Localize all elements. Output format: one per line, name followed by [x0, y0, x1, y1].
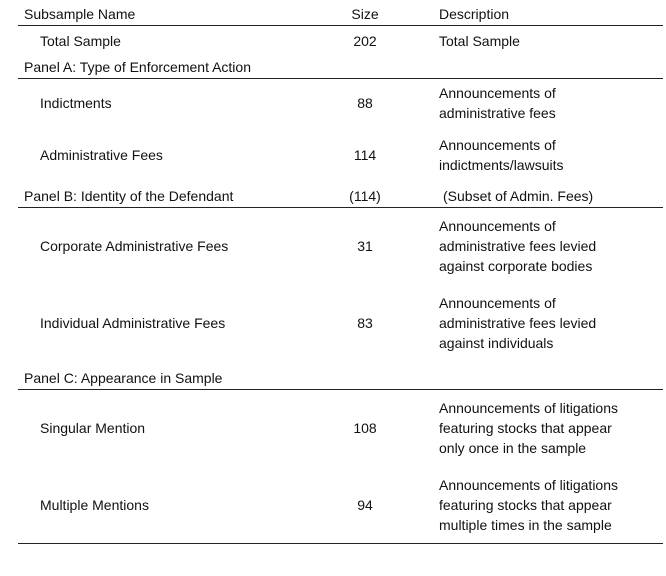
row-description — [439, 475, 618, 535]
row-name: Indictments — [40, 95, 112, 111]
description-line: featuring stocks that appear — [439, 420, 612, 436]
panel-b-size: (114) — [349, 188, 381, 204]
panel-c-rule — [18, 389, 663, 390]
row-size: 83 — [357, 315, 373, 331]
row-name: Singular Mention — [40, 420, 146, 436]
table-bottom-rule — [18, 543, 663, 544]
panel-b-title: Panel B: Identity of the Defendant — [24, 188, 234, 204]
row-size: 31 — [357, 238, 373, 254]
row-description — [439, 293, 596, 353]
description-line: administrative fees levied — [439, 315, 597, 331]
row-name: Administrative Fees — [40, 147, 163, 163]
panel-a-title: Panel A: Type of Enforcement Action — [24, 59, 251, 75]
description-line: administrative fees — [439, 105, 556, 121]
description-line: multiple times in the sample — [439, 517, 612, 533]
row-size: 114 — [353, 147, 377, 163]
row-name: Total Sample — [40, 33, 121, 49]
description-line: against corporate bodies — [439, 258, 593, 274]
header-rule — [18, 25, 663, 26]
panel-b-description: (Subset of Admin. Fees) — [443, 188, 594, 204]
description-line: only once in the sample — [439, 440, 587, 456]
description-line: featuring stocks that appear — [439, 497, 612, 513]
description-line: Announcements of — [439, 218, 556, 234]
description-line: indictments/lawsuits — [439, 157, 564, 173]
header-description: Description — [439, 6, 510, 22]
row-size: 108 — [353, 420, 377, 436]
row-description — [439, 398, 618, 458]
header-size: Size — [351, 6, 379, 22]
description-line: Announcements of — [439, 137, 556, 153]
row-description — [439, 83, 556, 123]
row-description — [439, 216, 596, 276]
description-line: administrative fees levied — [439, 238, 597, 254]
row-name: Corporate Administrative Fees — [40, 238, 229, 254]
panel-a-rule — [18, 78, 663, 79]
row-description: Total Sample — [439, 33, 520, 49]
row-name: Individual Administrative Fees — [40, 315, 226, 331]
row-size: 94 — [357, 497, 373, 513]
description-line: Announcements of litigations — [439, 477, 618, 493]
description-line: Announcements of — [439, 85, 556, 101]
row-description — [439, 135, 564, 175]
description-line: Announcements of litigations — [439, 400, 618, 416]
panel-c-title: Panel C: Appearance in Sample — [24, 370, 223, 386]
panel-b-rule — [18, 207, 663, 208]
description-line: against individuals — [439, 335, 554, 351]
row-size: 88 — [357, 95, 373, 111]
row-name: Multiple Mentions — [40, 497, 149, 513]
description-line: Announcements of — [439, 295, 556, 311]
row-size: 202 — [353, 33, 377, 49]
header-subsample-name: Subsample Name — [24, 6, 136, 22]
